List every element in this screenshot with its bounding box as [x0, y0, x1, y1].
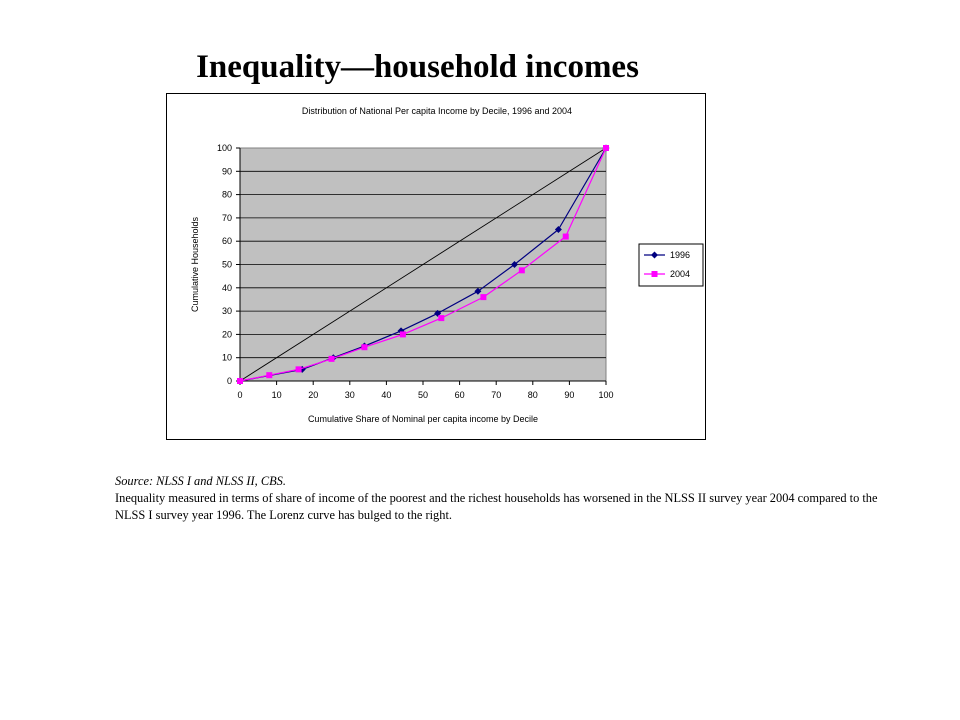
y-tick-label: 100: [216, 143, 232, 153]
y-tick-label: 30: [221, 306, 232, 317]
point-2004: [438, 315, 444, 321]
legend-label: 2004: [670, 269, 691, 279]
point-2004: [329, 356, 335, 362]
y-tick-label: 20: [221, 329, 232, 340]
lorenz-chart: [167, 94, 707, 441]
point-2004: [480, 294, 486, 300]
x-tick-label: 10: [271, 390, 282, 400]
point-2004: [361, 344, 367, 350]
chart-frame: [166, 93, 706, 440]
y-tick-label: 70: [221, 212, 232, 223]
x-tick-label: 30: [344, 390, 355, 400]
y-tick-label: 40: [221, 282, 232, 293]
legend-label: 1996: [670, 250, 691, 260]
y-tick-label: 50: [221, 259, 232, 270]
point-2004: [266, 372, 272, 378]
point-2004: [237, 378, 243, 384]
chart-title: Distribution of National Per capita Income by Decile, 1996 and 2004: [301, 106, 573, 116]
point-2004: [519, 267, 525, 273]
legend-marker: [652, 271, 658, 277]
point-2004: [296, 366, 302, 372]
y-tick-label: 10: [221, 352, 232, 363]
point-2004: [563, 234, 569, 240]
x-tick-label: 100: [598, 390, 614, 400]
x-tick-label: 90: [564, 390, 575, 400]
description-text: Inequality measured in terms of share of income of the poorest and the richest households has worsened in the NLSS II survey year 2004 compared to the NLSS I survey year 1996. The Lorenz curve has bulged to the right.: [115, 491, 878, 522]
y-tick-label: 0: [226, 376, 232, 386]
x-tick-label: 20: [308, 390, 319, 400]
point-2004: [400, 331, 406, 337]
notes: [115, 473, 905, 524]
y-tick-label: 90: [221, 166, 232, 177]
x-tick-label: 40: [381, 390, 392, 400]
x-tick-label: 60: [454, 390, 465, 400]
slide-title: Inequality—household incomes: [196, 49, 639, 85]
x-tick-label: 0: [237, 390, 243, 400]
x-axis-label: Cumulative Share of Nominal per capita income by Decile: [307, 414, 539, 424]
x-tick-label: 50: [417, 390, 429, 400]
x-tick-label: 70: [491, 390, 502, 400]
point-2004: [603, 145, 609, 151]
source-note: Source: NLSS I and NLSS II, CBS.: [115, 474, 286, 488]
y-tick-label: 60: [221, 236, 232, 247]
y-tick-label: 80: [221, 189, 232, 200]
y-axis-label: Cumulative Households: [190, 216, 200, 313]
x-tick-label: 80: [527, 390, 538, 400]
